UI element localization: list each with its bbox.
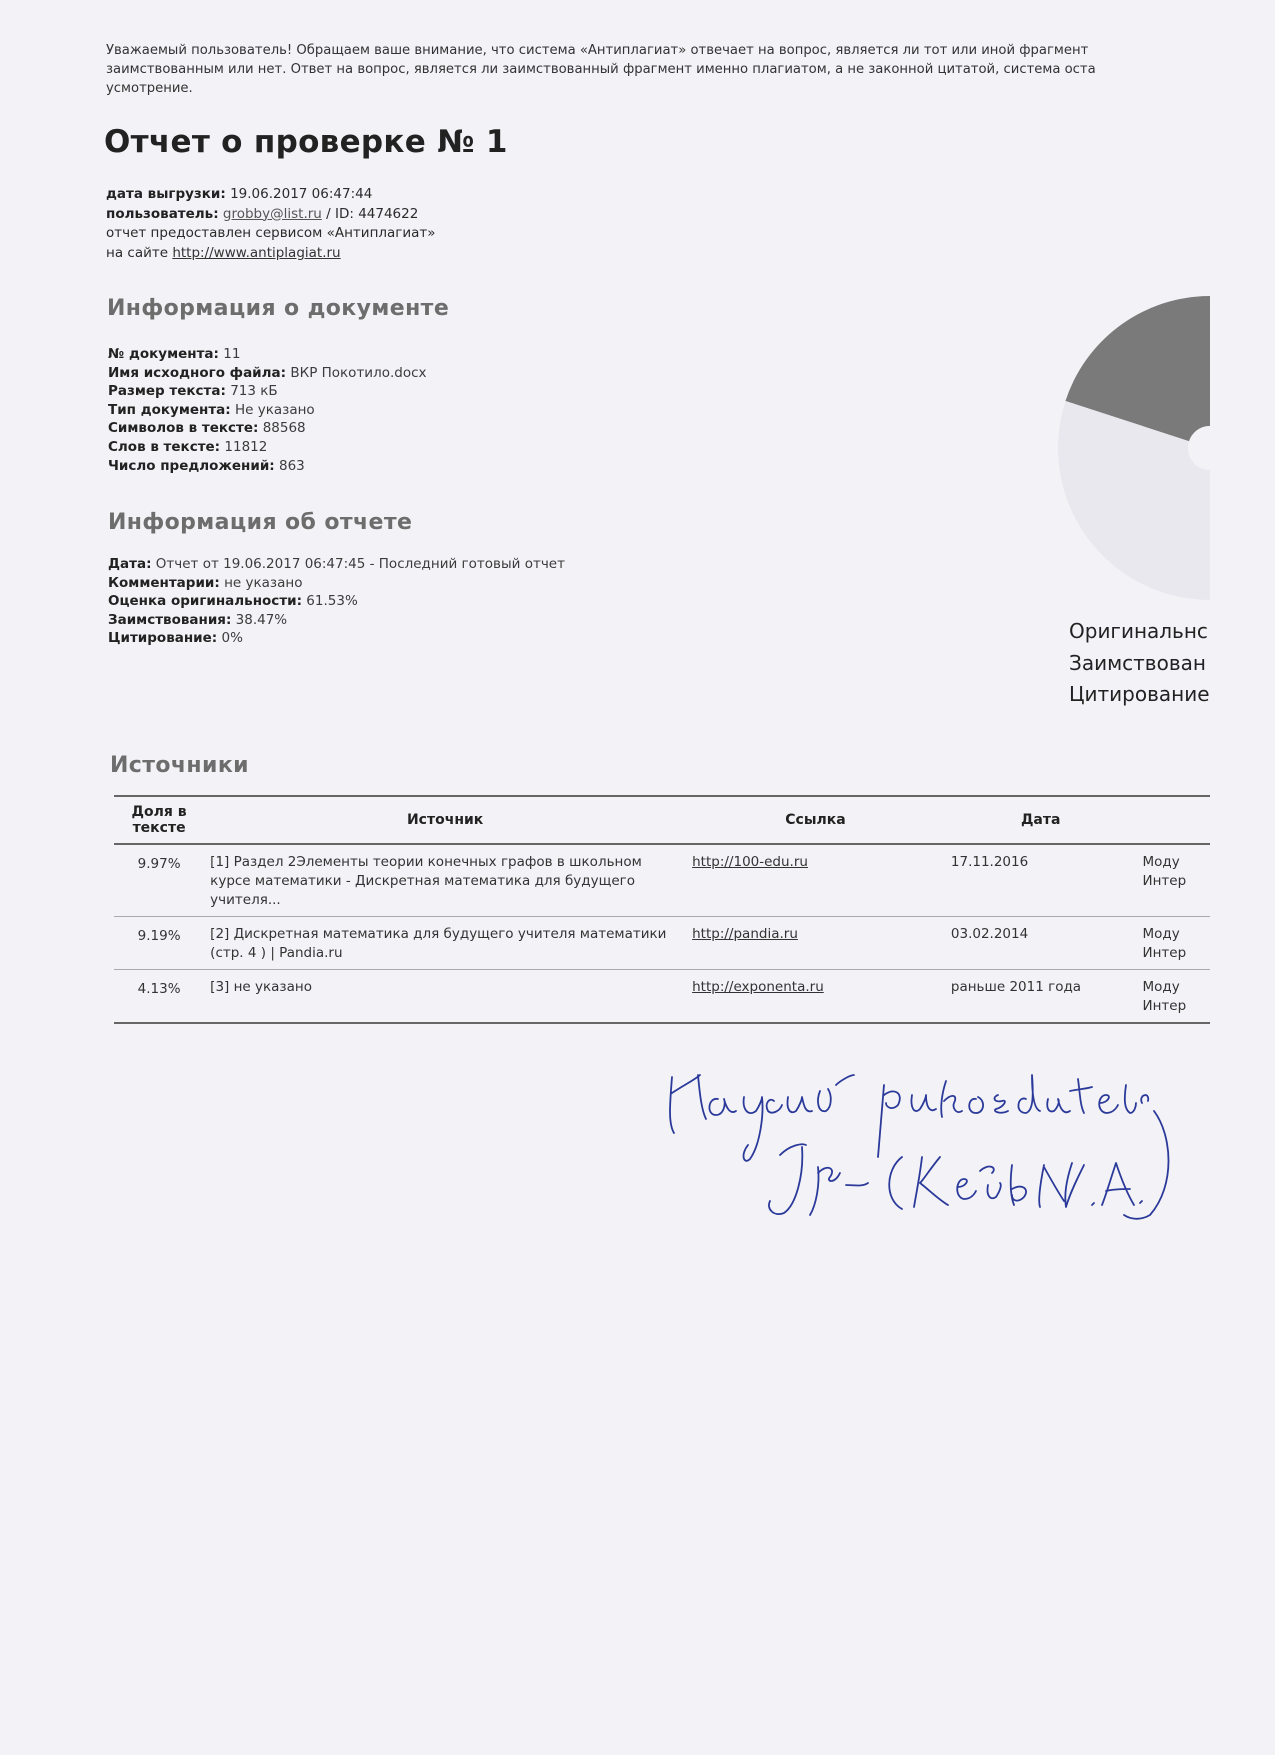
report-info-label: Заимствования: <box>108 611 232 628</box>
col-date: Дата <box>945 796 1137 844</box>
source-share: 9.97% <box>114 844 204 917</box>
report-info-label: Комментарии: <box>108 574 220 591</box>
notice-line: заимствованным или нет. Ответ на вопрос, является ли заимствованный фрагмент именно плагиатом, а не законной цитатой, система оста <box>106 62 1096 77</box>
user-id: / ID: 4474622 <box>321 205 419 222</box>
doc-info-label: Имя исходного файла: <box>108 364 287 381</box>
sources-table-body <box>114 844 1210 1023</box>
report-info-value: не указано <box>224 574 303 591</box>
source-name: [1] Раздел 2Элементы теории конечных графов в школьном курсе математики - Дискретная математика для будущего учителя... <box>204 844 686 917</box>
report-info-row <box>108 555 565 574</box>
table-row <box>114 970 1210 1024</box>
source-link <box>686 970 945 1024</box>
doc-info-value: 863 <box>278 457 305 474</box>
document-info-list <box>108 345 427 475</box>
export-date-label: дата выгрузки: <box>106 186 226 202</box>
document-info-heading: Информация о документе <box>107 296 450 321</box>
source-url-link[interactable]: http://pandia.ru <box>692 926 798 942</box>
legend-borrowing: Заимствован <box>1069 650 1206 675</box>
report-info-label: Дата: <box>108 556 152 572</box>
table-row <box>114 844 1210 917</box>
user-email-link[interactable]: grobby@list.ru <box>222 205 322 222</box>
source-extra-line: Интер <box>1142 998 1187 1014</box>
user-notice <box>106 41 1210 98</box>
report-info-label: Цитирование: <box>108 630 218 647</box>
doc-info-row <box>108 401 427 420</box>
sources-table <box>114 795 1210 1024</box>
doc-info-label: Слов в тексте: <box>108 438 221 455</box>
report-meta <box>106 185 436 263</box>
doc-info-label: Тип документа: <box>108 401 231 418</box>
doc-info-value: 11812 <box>224 438 268 455</box>
doc-info-row <box>108 345 427 364</box>
notice-line: Уважаемый пользователь! Обращаем ваше внимание, что система «Антиплагиат» отвечает на вопрос, является ли тот или иной фрагмент <box>106 43 1089 58</box>
source-link <box>686 844 945 917</box>
report-info-row <box>108 592 565 611</box>
legend-citation: Цитирование <box>1069 682 1210 706</box>
table-row <box>114 917 1210 970</box>
source-extra-line: Моду <box>1142 979 1180 995</box>
pie-legend <box>1069 616 1210 711</box>
source-name: [3] не указано <box>204 970 686 1024</box>
source-extra-line: Интер <box>1142 873 1187 889</box>
source-extra-line: Интер <box>1142 945 1187 961</box>
source-name: [2] Дискретная математика для будущего учителя математики (стр. 4 ) | Pandia.ru <box>204 917 686 970</box>
user-label: пользователь: <box>106 205 219 222</box>
source-share: 4.13% <box>114 970 204 1024</box>
report-info-value: 0% <box>221 630 243 647</box>
doc-info-label: Размер текста: <box>108 383 226 400</box>
doc-info-row <box>108 438 427 457</box>
handwritten-signature <box>640 1045 1200 1225</box>
doc-info-row <box>108 419 427 438</box>
doc-info-row <box>108 457 427 476</box>
doc-info-value: Не указано <box>234 401 315 418</box>
source-extra-line: Моду <box>1142 926 1180 942</box>
doc-info-row <box>108 382 427 401</box>
report-info-value: 38.47% <box>235 611 288 628</box>
report-info-list <box>108 555 565 648</box>
col-extra <box>1136 796 1210 844</box>
export-date: 19.06.2017 06:47:44 <box>230 186 373 202</box>
doc-info-value: 88568 <box>262 420 306 437</box>
report-info-row <box>108 574 565 593</box>
col-source: Источник <box>204 796 686 844</box>
doc-info-row <box>108 364 427 383</box>
col-link: Ссылка <box>686 796 945 844</box>
doc-info-value: 713 кБ <box>230 383 278 400</box>
report-info-value: Отчет от 19.06.2017 06:47:45 - Последний готовый отчет <box>155 556 565 572</box>
notice-line: усмотрение. <box>106 81 193 96</box>
page-title: Отчет о проверке № 1 <box>104 124 508 160</box>
site-link[interactable]: http://www.antiplagiat.ru <box>172 244 341 261</box>
site-prefix: на сайте <box>106 244 173 261</box>
source-extra <box>1136 970 1210 1024</box>
source-share: 9.19% <box>114 917 204 970</box>
source-date: 03.02.2014 <box>945 917 1137 970</box>
report-info-row <box>108 629 565 648</box>
report-info-row <box>108 611 565 630</box>
table-header-row <box>114 796 1210 844</box>
doc-info-value: ВКР Покотило.docx <box>290 364 427 381</box>
report-info-heading: Информация об отчете <box>108 510 413 535</box>
doc-info-label: Число предложений: <box>108 457 275 474</box>
col-share: Доля в тексте <box>114 796 204 844</box>
doc-info-value: 11 <box>223 346 241 362</box>
source-extra <box>1136 917 1210 970</box>
report-info-value: 61.53% <box>306 593 358 610</box>
source-extra-line: Моду <box>1142 854 1180 870</box>
source-date: 17.11.2016 <box>945 844 1137 917</box>
doc-info-label: № документа: <box>108 346 219 362</box>
originality-pie-chart <box>1050 288 1210 608</box>
source-url-link[interactable]: http://100-edu.ru <box>692 854 808 870</box>
source-url-link[interactable]: http://exponenta.ru <box>692 979 824 995</box>
sources-heading: Источники <box>110 753 249 778</box>
report-info-label: Оценка оригинальности: <box>108 593 302 610</box>
source-date: раньше 2011 года <box>945 970 1137 1024</box>
provided-by: отчет предоставлен сервисом «Антиплагиат» <box>106 225 436 241</box>
source-link <box>686 917 945 970</box>
source-extra <box>1136 844 1210 917</box>
legend-originality: Оригинальнс <box>1069 619 1208 643</box>
doc-info-label: Символов в тексте: <box>108 420 259 437</box>
